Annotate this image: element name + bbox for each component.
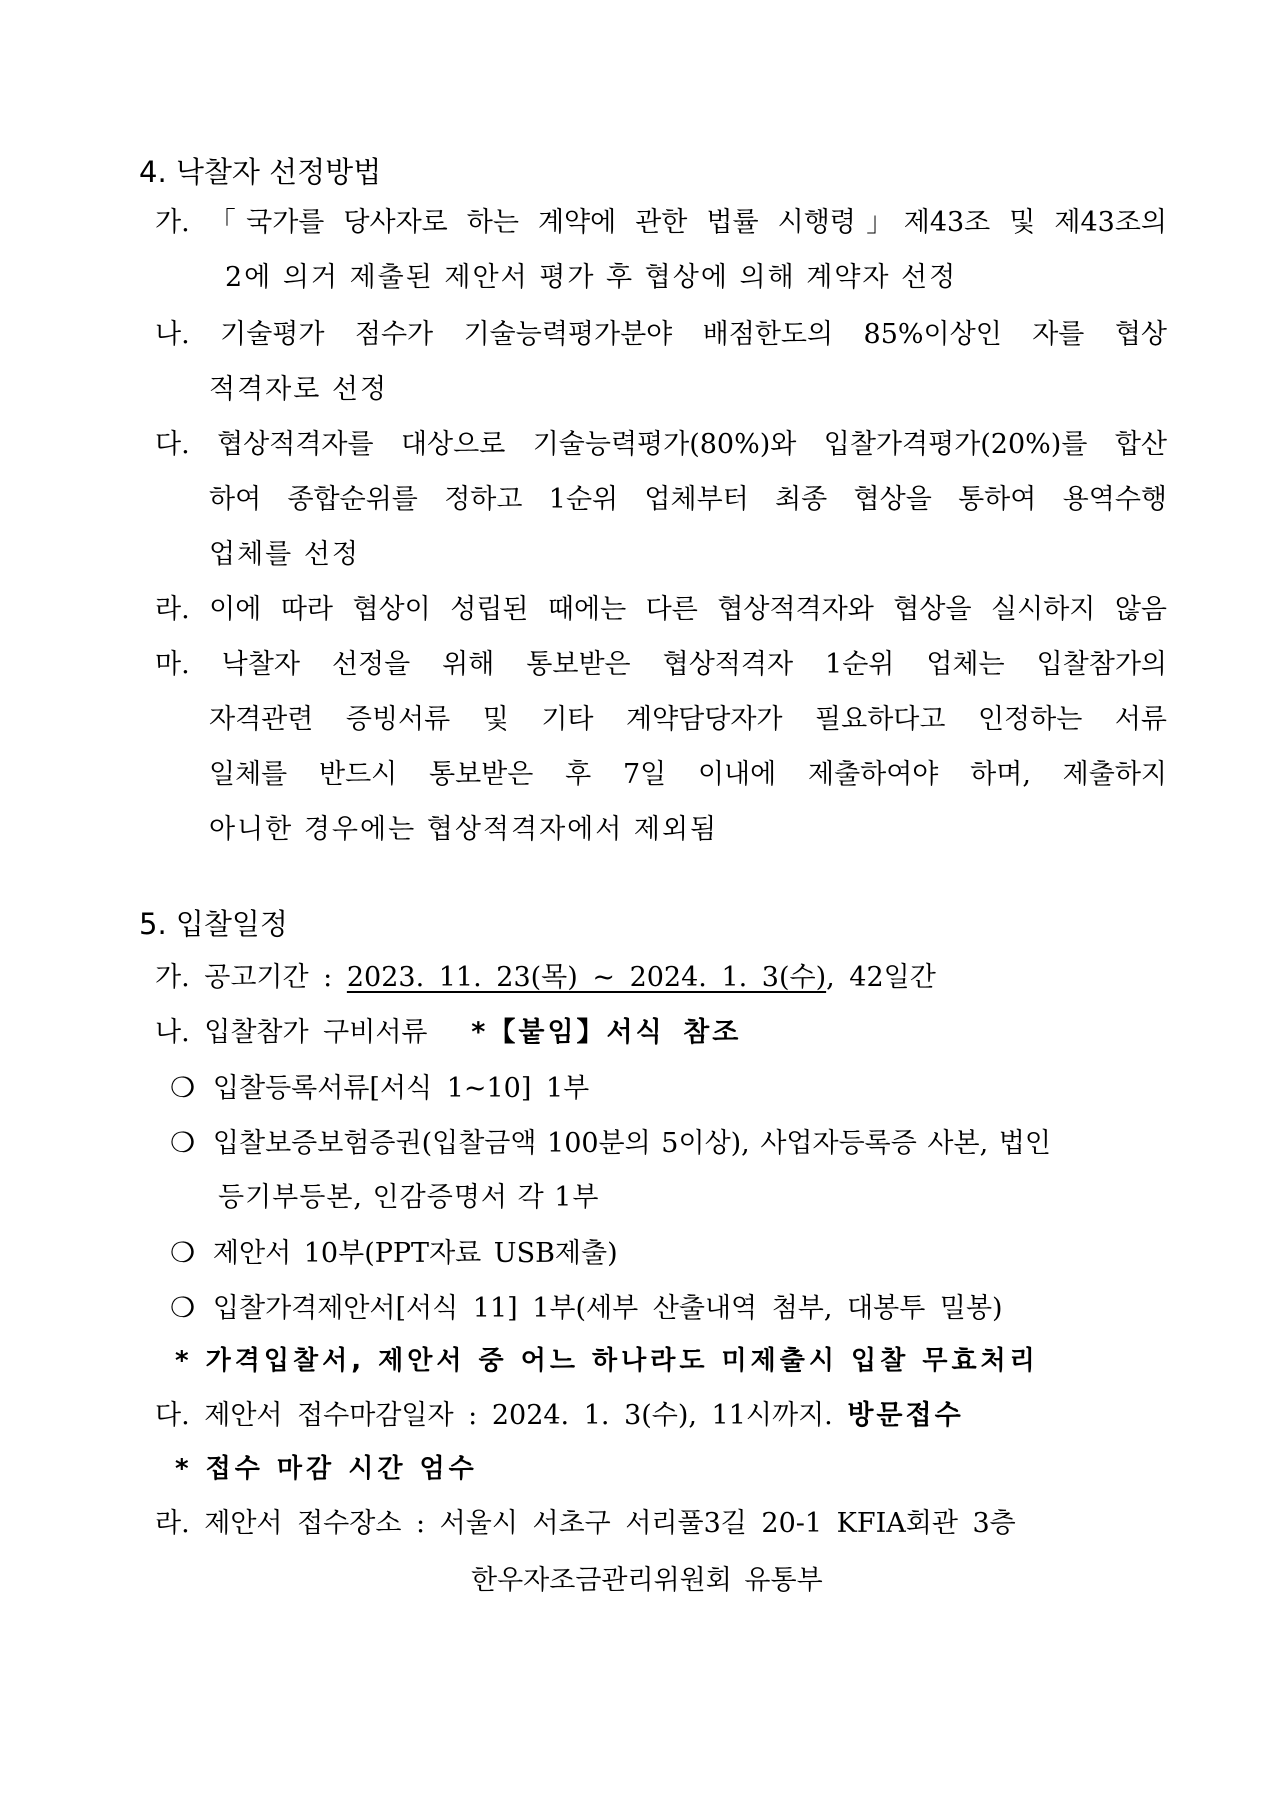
s5-ga-duration: , 42일간 [826,962,936,993]
s5-ra-continuation: 한우자조금관리위원회 유통부 [471,1565,823,1596]
s5-na-item1-text: 입찰등록서류[서식 1~10] 1부 [212,1073,590,1104]
s5-na-item4 [170,1290,1003,1327]
s5-na-item1 [170,1070,589,1107]
circle-bullet-icon: ❍ [170,1236,196,1269]
s5-da-warning: * 접수 마감 시간 엄수 [175,1454,478,1484]
s4-ra-marker: 라. [155,594,190,625]
s4-na-line1 [155,317,1167,353]
s5-ra-text: 제안서 접수장소 : 서울시 서초구 서리풀3길 20-1 KFIA회관 3층 [204,1508,1016,1539]
s4-na-text1: 기술평가 점수가 기술능력평가분야 배점한도의 85%이상인 자를 협상 [220,319,1167,350]
s5-ga-label: 공고기간 : [204,962,333,993]
s4-ga-line1 [155,205,1167,241]
s5-da-text: 제안서 접수마감일자 : 2024. 1. 3(수), 11시까지. [204,1400,833,1431]
section4-title: 4. 낙찰자 선정방법 [139,155,382,189]
s4-da-line2: 하여 종합순위를 정하고 1순위 업체부터 최종 협상을 통하여 용역수행 [209,484,1167,515]
s5-na-item3 [170,1235,618,1272]
s4-da-line1 [155,427,1167,463]
s5-na-item2-text2: 등기부등본, 인감증명서 각 1부 [218,1182,600,1213]
s4-ma-line4: 아니한 경우에는 협상적격자에서 제외됨 [209,814,719,845]
s4-ma-text1: 낙찰자 선정을 위해 통보받은 협상적격자 1순위 업체는 입찰참가의 [221,649,1167,680]
s5-na-item2-text1: 입찰보증보험증권(입찰금액 100분의 5이상), 사업자등록증 사본, 법인 [212,1128,1051,1159]
s4-da-text1: 협상적격자를 대상으로 기술능력평가(80%)와 입찰가격평가(20%)를 합산 [217,429,1167,460]
s5-na-item3-text: 제안서 10부(PPT자료 USB제출) [212,1238,618,1269]
s4-na-marker: 나. [155,319,190,350]
s5-ga-line [155,960,936,996]
circle-bullet-icon: ❍ [170,1126,196,1159]
section5-title: 5. 입찰일정 [139,907,288,941]
s5-ga-period: 2023. 11. 23(목) ~ 2024. 1. 3(수) [346,962,827,993]
s5-na-label: 입찰참가 구비서류 [204,1017,428,1048]
s5-na-item4-text: 입찰가격제안서[서식 11] 1부(세부 산출내역 첨부, 대봉투 밀봉) [212,1293,1003,1324]
s4-ma-line1 [155,647,1167,683]
s5-da-emphasis: 방문접수 [847,1400,964,1431]
s5-na-warning: * 가격입찰서, 제안서 중 어느 하나라도 미제출시 입찰 무효처리 [175,1346,1039,1376]
s4-ga-line2: 2에 의거 제출된 제안서 평가 후 협상에 의해 계약자 선정 [225,262,958,293]
s4-da-line3: 업체를 선정 [209,539,360,570]
s5-da-line [155,1398,964,1434]
s5-na-item2 [170,1125,1167,1162]
s4-ga-marker: 가. [155,207,190,238]
s4-na-line2: 적격자로 선정 [209,374,389,405]
s4-da-marker: 다. [155,429,190,460]
circle-bullet-icon: ❍ [170,1071,196,1104]
s4-ma-line2: 자격관련 증빙서류 및 기타 계약담당자가 필요하다고 인정하는 서류 [209,704,1167,735]
s4-ga-text1: 「국가를 당사자로 하는 계약에 관한 법률 시행령」제43조 및 제43조의 [208,207,1167,238]
s4-ra-text1: 이에 따라 협상이 성립된 때에는 다른 협상적격자와 협상을 실시하지 않음 [209,594,1168,625]
s4-ma-marker: 마. [155,649,190,680]
s5-ra-line [155,1506,1016,1542]
s5-na-note: *【붙임】서식 참조 [471,1017,742,1048]
s5-na-marker: 나. [155,1017,190,1048]
s4-ra-line1 [155,592,1167,628]
s5-ra-marker: 라. [155,1508,190,1539]
s5-ga-marker: 가. [155,962,190,993]
s5-da-marker: 다. [155,1400,190,1431]
s5-na-line [155,1015,741,1051]
circle-bullet-icon: ❍ [170,1291,196,1324]
s4-ma-line3: 일체를 반드시 통보받은 후 7일 이내에 제출하여야 하며, 제출하지 [209,759,1167,790]
